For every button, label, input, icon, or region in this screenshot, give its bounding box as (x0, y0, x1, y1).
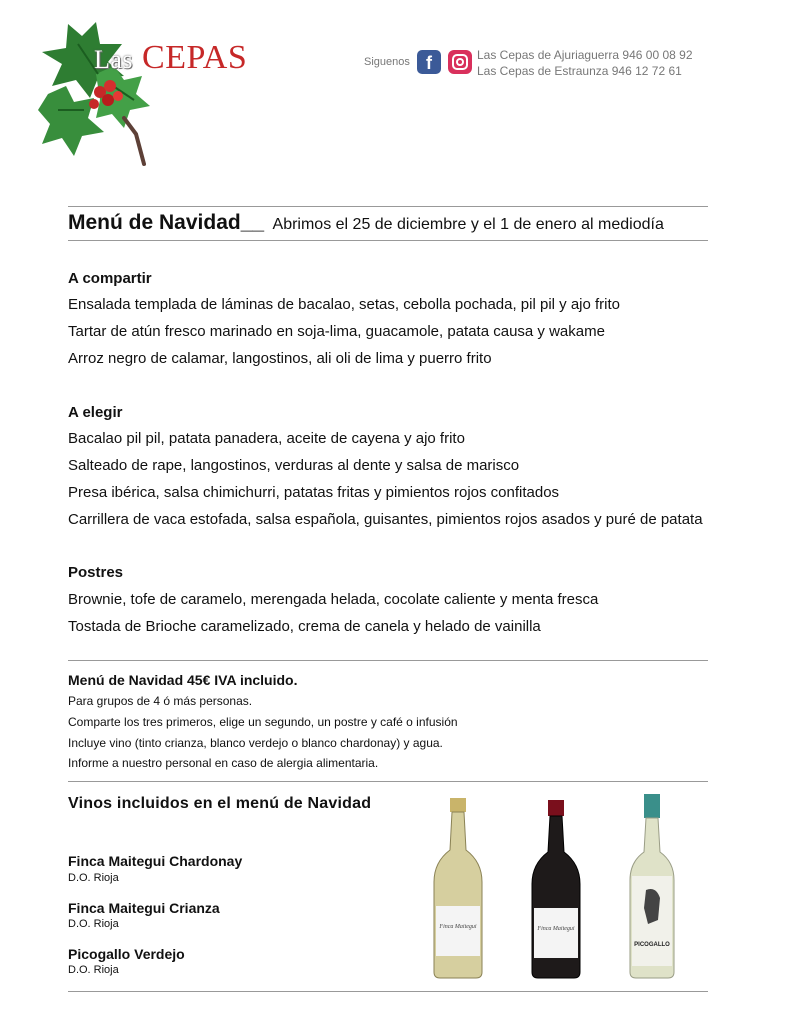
wine-origin: D.O. Rioja (68, 964, 119, 976)
bottle-crianza (532, 800, 580, 978)
wine-bottles-image (420, 790, 690, 980)
brand-logo: Las CEPAS (94, 39, 248, 76)
bottle-chardonnay (434, 798, 482, 978)
instagram-icon[interactable] (448, 50, 472, 74)
section-title: Postres (68, 564, 124, 581)
wine-name: Finca Maitegui Crianza (68, 900, 220, 916)
menu-item: Tostada de Brioche caramelizado, crema de canela y helado de vainilla (68, 618, 541, 635)
bottle-verdejo (630, 794, 674, 978)
section-title: A elegir (68, 404, 123, 421)
menu-item: Bacalao pil pil, patata panadera, aceite de cayena y ajo frito (68, 430, 465, 447)
wines-title: Vinos incluidos en el menú de Navidad (68, 795, 372, 812)
menu-item: Carrillera de vaca estofada, salsa española, guisantes, pimientos rojos asados y puré de patata (68, 511, 703, 528)
menu-item: Brownie, tofe de caramelo, merengada helada, cocolate caliente y menta fresca (68, 591, 599, 608)
section-title: A compartir (68, 270, 152, 287)
wine-name: Finca Maitegui Chardonay (68, 853, 243, 869)
page-title (68, 211, 664, 235)
wine-name: Picogallo Verdejo (68, 946, 185, 962)
price-headline: Menú de Navidad 45€ IVA incluido. (68, 672, 298, 688)
menu-title: Menú de Navidad__ (68, 211, 265, 234)
price-note: Informe a nuestro personal en caso de alergia alimentaria. (68, 756, 379, 770)
bottle-label: Finca Maitegui (537, 926, 575, 932)
contact-ajuriaguerra: Las Cepas de Ajuriaguerra 946 00 08 92 (477, 48, 693, 62)
menu-item: Presa ibérica, salsa chimichurri, patatas fritas y pimientos rojos confitados (68, 484, 560, 501)
divider (68, 240, 708, 241)
menu-item: Arroz negro de calamar, langostinos, ali oli de lima y puerro frito (68, 350, 492, 367)
price-note: Incluye vino (tinto crianza, blanco verdejo o blanco chardonay) y agua. (68, 736, 443, 750)
contact-estraunza: Las Cepas de Estraunza 946 12 72 61 (477, 64, 682, 78)
divider (68, 991, 708, 992)
facebook-icon[interactable]: f (417, 50, 441, 74)
price-note: Para grupos de 4 ó más personas. (68, 694, 253, 708)
wine-origin: D.O. Rioja (68, 918, 119, 930)
divider (68, 206, 708, 207)
menu-item: Tartar de atún fresco marinado en soja-lima, guacamole, patata causa y wakame (68, 323, 605, 340)
bottle-label: PICOGALLO (634, 942, 670, 948)
menu-subtitle: Abrimos el 25 de diciembre y el 1 de enero al mediodía (272, 216, 664, 233)
menu-item: Salteado de rape, langostinos, verduras al dente y salsa de marisco (68, 457, 520, 474)
menu-item: Ensalada templada de láminas de bacalao, setas, cebolla pochada, pil pil y ajo frito (68, 296, 621, 313)
price-note: Comparte los tres primeros, elige un segundo, un postre y café o infusión (68, 715, 458, 729)
divider (68, 660, 708, 661)
wine-origin: D.O. Rioja (68, 872, 119, 884)
follow-label: Siguenos (364, 56, 410, 68)
divider (68, 781, 708, 782)
bottle-label: Finca Maitegui (439, 924, 477, 930)
